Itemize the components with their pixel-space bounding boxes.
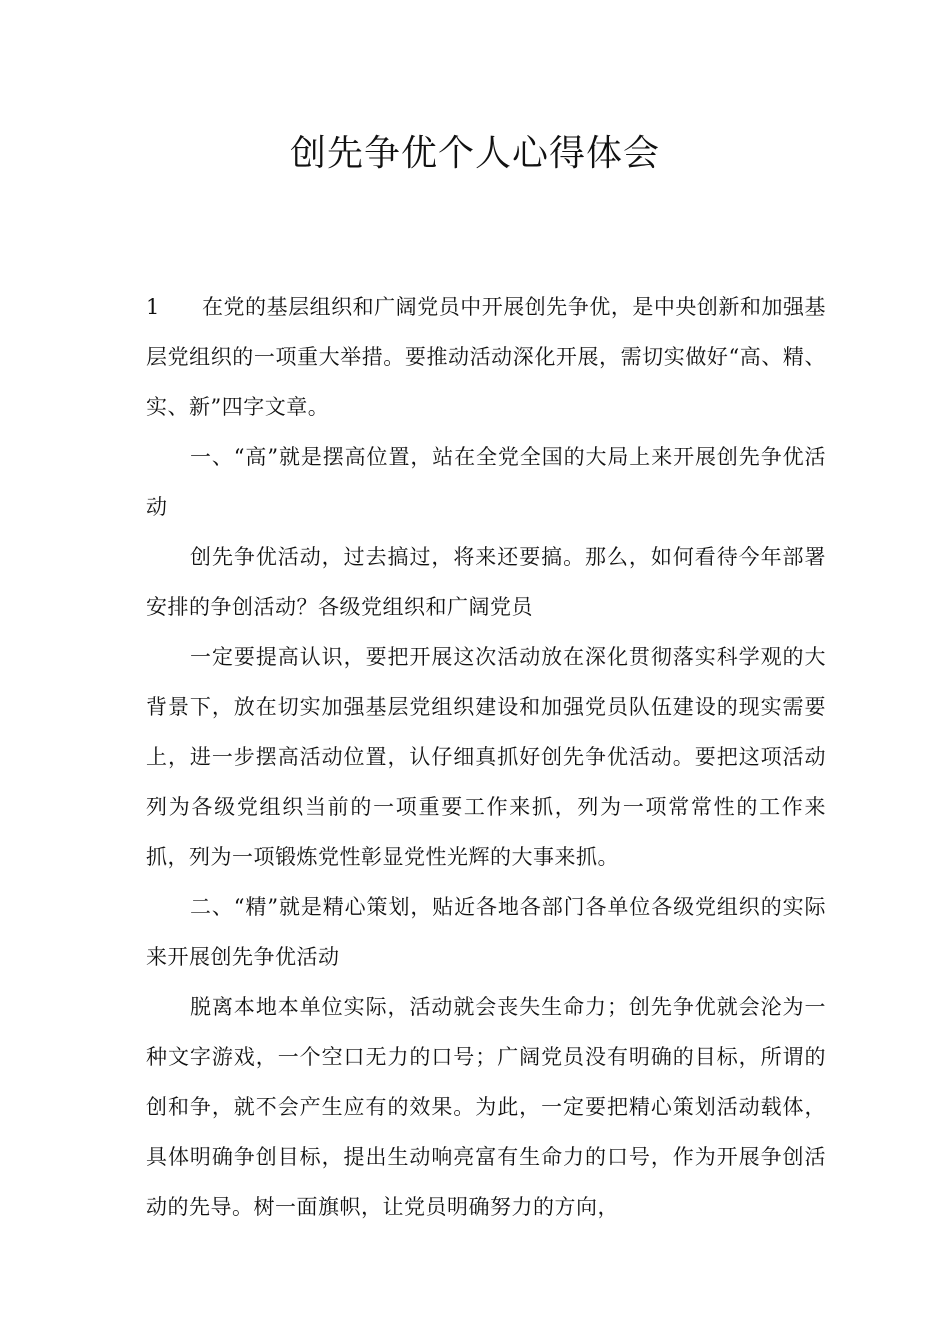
paragraph-1 xyxy=(146,282,826,432)
paragraph-3: 创先争优活动，过去搞过，将来还要搞。那么，如何看待今年部署安排的争创活动？各级党组织和广阔党员 xyxy=(146,545,826,619)
paragraph-number: 1 xyxy=(146,295,160,319)
document-title: 创先争优个人心得体会 xyxy=(289,133,660,174)
section-heading-gao: 一、“高”就是摆高位置，站在全党全国的大局上来开展创先争优活动 xyxy=(146,445,826,519)
paragraph-text: 在党的基层组织和广阔党员中开展创先争优，是中央创新和加强基层党组织的一项重大举措。要推动活动深化开展，需切实做好“高、精、实、新”四字文章。 xyxy=(146,295,826,419)
section-heading-jing: 二、“精”就是精心策划，贴近各地各部门各单位各级党组织的实际来开展创先争优活动 xyxy=(146,895,826,969)
paragraph-4: 一定要提高认识，要把开展这次活动放在深化贯彻落实科学观的大背景下，放在切实加强基层党组织建设和加强党员队伍建设的现实需要上，进一步摆高活动位置，认仔细真抓好创先争优活动。要把这项活动列为各级党组织当前的一项重要工作来抓，列为一项常常性的工作来抓，列为一项锻炼党性彰显党性光辉的大事来抓。 xyxy=(146,645,826,869)
document-body xyxy=(146,282,826,1232)
paragraph-6: 脱离本地本单位实际，活动就会丧失生命力；创先争优就会沦为一种文字游戏，一个空口无力的口号；广阔党员没有明确的目标，所谓的创和争，就不会产生应有的效果。为此，一定要把精心策划活动载体，具体明确争创目标，提出生动响亮富有生命力的口号，作为开展争创活动的先导。树一面旗帜，让党员明确努力的方向， xyxy=(146,995,826,1219)
